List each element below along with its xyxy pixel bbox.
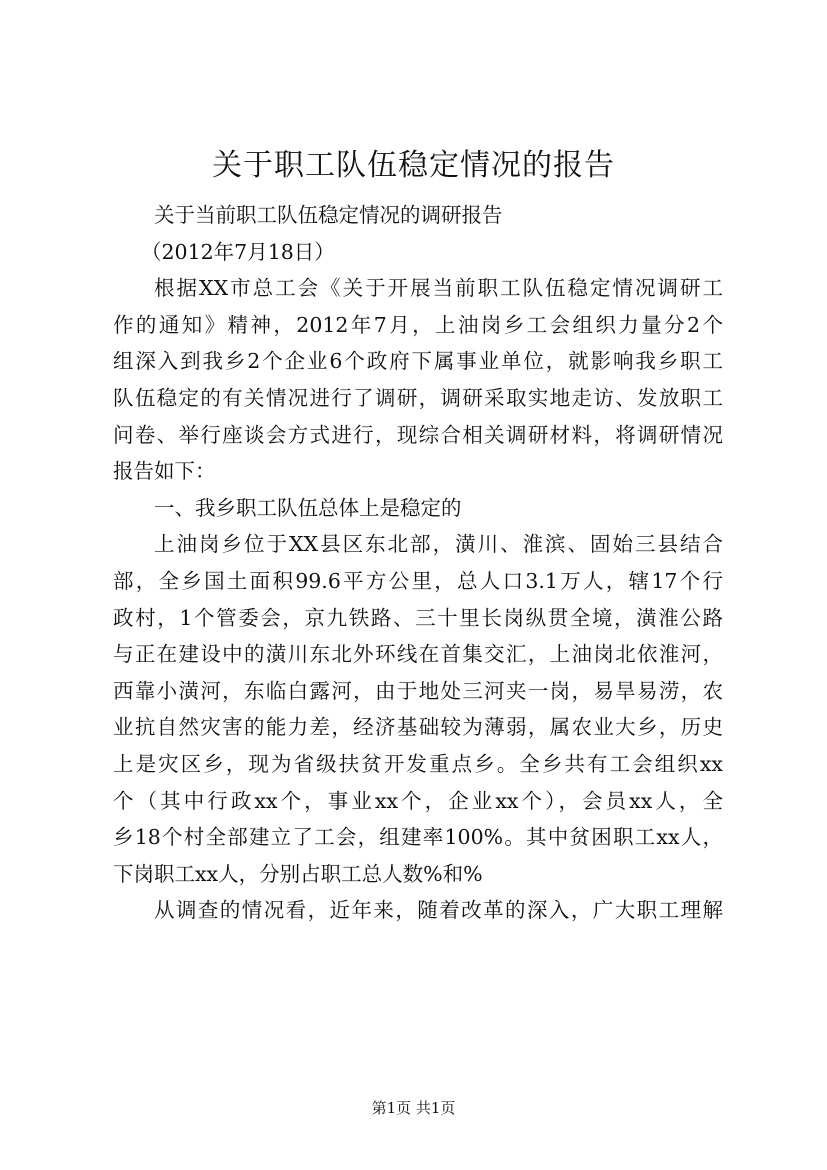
paragraph-line: 政村，1个管委会，京九铁路、三十里长岗纵贯全境，潢淮公路: [113, 605, 723, 630]
report-date: （2012年7月18日）: [141, 239, 335, 264]
paragraph-line: 报告如下：: [113, 459, 216, 484]
paragraph-line: 作的通知》精神，2012年7月，上油岗乡工会组织力量分2个: [113, 312, 723, 337]
paragraph-line: 上油岗乡位于XX县区东北部，潢川、淮滨、固始三县结合: [154, 532, 723, 557]
paragraph-overview: [113, 526, 723, 892]
section-heading: 一、我乡职工队伍总体上是稳定的: [154, 495, 462, 520]
paragraph-line: 个（其中行政xx个，事业xx个，企业xx个），会员xx人，全: [113, 788, 723, 813]
paragraph-line: 乡18个村全部建立了工会，组建率100%。其中贫困职工xx人，: [113, 825, 723, 850]
paragraph-line: 从调查的情况看，近年来，随着改革的深入，广大职工理解: [154, 898, 723, 923]
paragraph-line: 上是灾区乡，现为省级扶贫开发重点乡。全乡共有工会组织xx: [113, 751, 723, 776]
paragraph-line: 与正在建设中的潢川东北外环线在首集交汇，上油岗北依淮河，: [113, 642, 723, 667]
document-title: 关于职工队伍稳定情况的报告: [212, 148, 615, 183]
paragraph-survey: [113, 892, 723, 929]
paragraph-line: 业抗自然灾害的能力差，经济基础较为薄弱，属农业大乡，历史: [113, 715, 723, 740]
paragraph-intro: [113, 270, 723, 490]
document-body: [113, 197, 723, 929]
page-footer: 第1页 共1页: [371, 1099, 456, 1117]
paragraph-line: 队伍稳定的有关情况进行了调研，调研采取实地走访、发放职工: [113, 385, 723, 410]
paragraph-line: 组深入到我乡2个企业6个政府下属事业单位，就影响我乡职工: [113, 349, 723, 374]
paragraph-line: 根据XX市总工会《关于开展当前职工队伍稳定情况调研工: [154, 276, 723, 301]
paragraph-line: 下岗职工xx人，分别占职工总人数%和%: [113, 861, 483, 886]
paragraph-line: 问卷、举行座谈会方式进行，现综合相关调研材料，将调研情况: [113, 422, 723, 447]
subtitle: 关于当前职工队伍稳定情况的调研报告: [154, 203, 503, 227]
paragraph-line: 西靠小潢河，东临白露河，由于地处三河夹一岗，易旱易涝，农: [113, 678, 723, 703]
paragraph-line: 部，全乡国土面积99.6平方公里，总人口3.1万人，辖17个行: [113, 568, 723, 593]
